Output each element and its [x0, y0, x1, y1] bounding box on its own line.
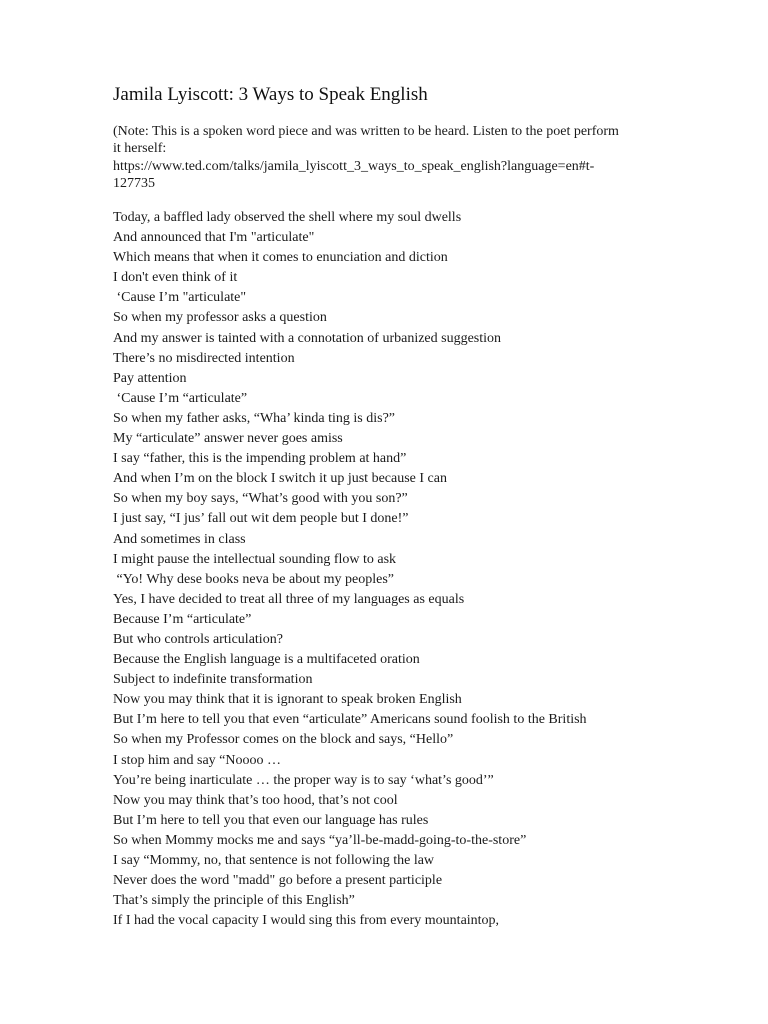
poem-line: Pay attention [113, 370, 187, 386]
poem-line: So when Mommy mocks me and says “ya’ll-be-madd-going-to-the-store” [113, 832, 527, 848]
poem-line: I stop him and say “Noooo … [113, 752, 281, 768]
note-line: (Note: This is a spoken word piece and was written to be heard. Listen to the poet perform [113, 124, 619, 139]
poem-line: I say “Mommy, no, that sentence is not following the law [113, 853, 435, 868]
poem-line: Now you may think that’s too hood, that’s not cool [113, 792, 398, 808]
poem-line: But who controls articulation? [113, 631, 283, 647]
poem-line: I don't even think of it [113, 270, 238, 286]
poem-line: So when my Professor comes on the block and says, “Hello” [113, 732, 454, 748]
poem-line: Now you may think that it is ignorant to speak broken English [113, 692, 462, 708]
poem-line: Which means that when it comes to enunciation and diction [113, 250, 448, 266]
poem-line: Today, a baffled lady observed the shell where my soul dwells [113, 210, 462, 225]
poem-line: ‘Cause I’m “articulate” [113, 390, 248, 406]
poem-line: So when my professor asks a question [113, 310, 327, 326]
poem-line: And my answer is tainted with a connotation of urbanized suggestion [113, 330, 502, 346]
poem-line: If I had the vocal capacity I would sing this from every mountaintop, [113, 913, 500, 929]
poem-line: There’s no misdirected intention [113, 350, 295, 366]
poem-line: Because I’m “articulate” [113, 611, 252, 627]
poem-line: I might pause the intellectual sounding flow to ask [113, 551, 397, 567]
note-link[interactable]: https://www.ted.com/talks/jamila_lyiscott_3_ways_to_speak_english?language=en#t- [113, 158, 595, 174]
poem-line: So when my boy says, “What’s good with you son?” [113, 491, 408, 507]
poem-line: And announced that I'm "articulate" [113, 230, 315, 246]
poem-line: That’s simply the principle of this English” [113, 893, 355, 909]
poem-line: ‘Cause I’m "articulate" [113, 290, 247, 306]
poem-line: Because the English language is a multifaceted oration [113, 652, 420, 668]
poem-line: So when my father asks, “Wha’ kinda ting is dis?” [113, 410, 396, 426]
poem-line: But I’m here to tell you that even our language has rules [113, 812, 429, 828]
poem-line: And sometimes in class [113, 531, 246, 547]
poem-line: My “articulate” answer never goes amiss [113, 431, 343, 447]
poem-line: “Yo! Why dese books neva be about my peoples” [113, 571, 394, 587]
note-paragraph [113, 123, 653, 193]
poem-body [113, 208, 673, 931]
poem-line: Subject to indefinite transformation [113, 672, 313, 688]
poem-line: But I’m here to tell you that even “articulate” Americans sound foolish to the British [113, 712, 587, 728]
document-title: Jamila Lyiscott: 3 Ways to Speak English [113, 84, 428, 105]
poem-line: You’re being inarticulate … the proper way is to say ‘what’s good’” [113, 772, 494, 788]
poem-line: I just say, “I jus’ fall out wit dem people but I done!” [113, 511, 409, 527]
poem-line: Never does the word "madd" go before a present participle [113, 873, 443, 889]
note-link[interactable]: 127735 [113, 176, 155, 192]
poem-line: Yes, I have decided to treat all three of my languages as equals [113, 591, 465, 607]
note-line: it herself: [113, 141, 167, 157]
poem-line: And when I’m on the block I switch it up just because I can [113, 471, 447, 487]
poem-line: I say “father, this is the impending problem at hand” [113, 451, 407, 467]
